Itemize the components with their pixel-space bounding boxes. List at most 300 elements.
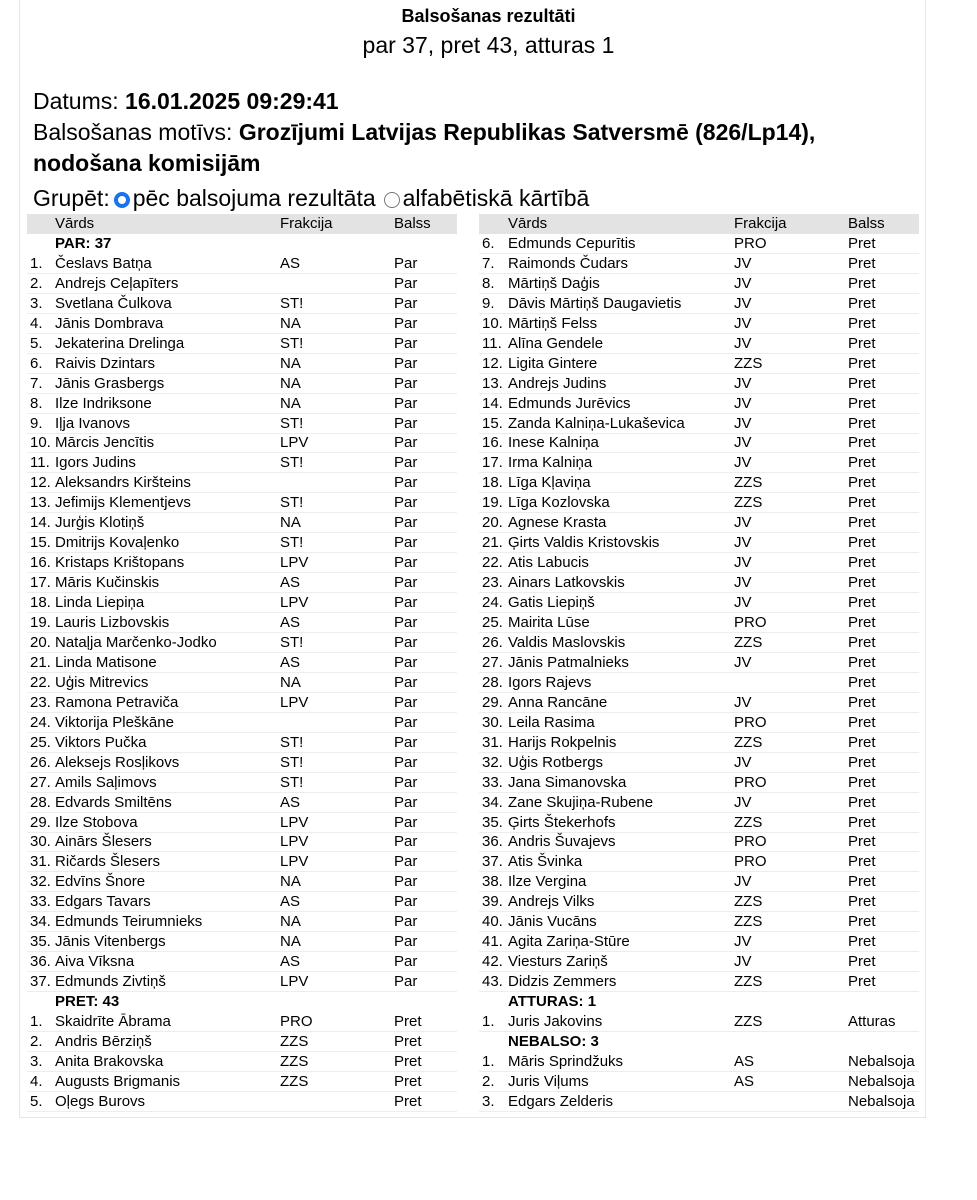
table-row bbox=[479, 553, 919, 573]
faction-cell: ST! bbox=[280, 633, 304, 651]
deputy-name: Harijs Rokpelnis bbox=[508, 733, 617, 751]
row-number: 10. bbox=[30, 434, 51, 452]
faction-cell: LPV bbox=[280, 813, 309, 831]
vote-cell: Par bbox=[394, 394, 418, 412]
vote-cell: Pret bbox=[848, 474, 876, 492]
vote-cell: Pret bbox=[848, 893, 876, 911]
vote-cell: Pret bbox=[394, 1052, 422, 1070]
table-row bbox=[27, 254, 457, 274]
row-number: 8. bbox=[482, 274, 495, 292]
table-row bbox=[479, 334, 919, 354]
vote-cell: Nebalsoja bbox=[848, 1092, 915, 1110]
faction-cell: AS bbox=[280, 614, 301, 631]
row-number: 36. bbox=[30, 953, 51, 971]
faction-cell: NA bbox=[280, 514, 301, 532]
table-row bbox=[479, 294, 919, 314]
table-row bbox=[479, 493, 919, 513]
vote-cell: Pret bbox=[848, 733, 876, 751]
vote-cell: Par bbox=[394, 733, 418, 751]
table-row bbox=[27, 1092, 457, 1112]
table-row bbox=[479, 733, 919, 753]
deputy-name: Edvīns Šnore bbox=[55, 873, 146, 891]
deputy-name: Ģirts Valdis Kristovskis bbox=[508, 534, 660, 552]
row-number: 42. bbox=[482, 953, 503, 971]
deputy-name: Igors Judins bbox=[55, 454, 136, 472]
radio-by-result[interactable] bbox=[114, 192, 130, 208]
table-row bbox=[479, 1092, 919, 1112]
vote-cell: Pret bbox=[848, 833, 876, 851]
row-number: 13. bbox=[482, 374, 503, 392]
faction-cell: ZZS bbox=[280, 1052, 309, 1070]
deputy-name: Viktorija Pleškāne bbox=[55, 713, 174, 731]
vote-cell: Pret bbox=[848, 434, 876, 452]
row-number: 39. bbox=[482, 893, 503, 911]
table-row bbox=[27, 892, 457, 912]
vote-cell: Par bbox=[394, 693, 418, 711]
deputy-name: Oļegs Burovs bbox=[55, 1092, 146, 1110]
vote-cell: Par bbox=[394, 594, 418, 612]
vote-cell: Par bbox=[394, 893, 418, 911]
vote-cell: Par bbox=[394, 713, 418, 731]
table-row bbox=[27, 1012, 457, 1032]
faction-cell: JV bbox=[734, 254, 752, 272]
vote-cell: Pret bbox=[848, 254, 876, 272]
vote-cell: Par bbox=[394, 514, 418, 532]
table-row bbox=[479, 573, 919, 593]
vote-cell: Pret bbox=[848, 953, 876, 971]
deputy-name: Jekaterina Drelinga bbox=[55, 334, 185, 352]
faction-cell: AS bbox=[280, 953, 301, 971]
vote-cell: Par bbox=[394, 953, 418, 971]
deputy-name: Česlavs Batņa bbox=[55, 254, 152, 272]
row-number: 36. bbox=[482, 833, 503, 851]
deputy-name: Jurģis Klotiņš bbox=[55, 514, 145, 532]
date-value: 16.01.2025 09:29:41 bbox=[125, 88, 339, 114]
table-row bbox=[479, 793, 919, 813]
deputy-name: Jānis Patmalnieks bbox=[508, 653, 629, 671]
table-row bbox=[479, 912, 919, 932]
table-row bbox=[27, 374, 457, 394]
row-number: 41. bbox=[482, 933, 503, 951]
deputy-name: Agita Zariņa-Stūre bbox=[508, 933, 630, 951]
table-row bbox=[27, 533, 457, 553]
row-number: 25. bbox=[30, 733, 51, 751]
vote-cell: Pret bbox=[848, 673, 876, 691]
vote-cell: Pret bbox=[848, 853, 876, 871]
row-number: 13. bbox=[30, 494, 51, 512]
vote-cell: Pret bbox=[848, 873, 876, 891]
deputy-name: Raimonds Čudars bbox=[508, 254, 629, 272]
row-number: 7. bbox=[30, 374, 43, 392]
date-line bbox=[33, 88, 339, 115]
faction-cell: AS bbox=[280, 653, 301, 671]
deputy-name: Edgars Zelderis bbox=[508, 1092, 614, 1110]
faction-cell: ST! bbox=[280, 454, 304, 472]
vote-cell: Pret bbox=[848, 753, 876, 771]
vote-cell: Pret bbox=[848, 334, 876, 352]
faction-cell: AS bbox=[280, 893, 301, 911]
row-number: 14. bbox=[30, 514, 51, 532]
group-label: PRET: 43 bbox=[55, 993, 120, 1011]
deputy-name: Jana Simanovska bbox=[508, 773, 627, 791]
faction-cell: NA bbox=[280, 673, 301, 691]
table-row bbox=[479, 653, 919, 673]
table-row bbox=[27, 553, 457, 573]
table-row bbox=[27, 334, 457, 354]
row-number: 20. bbox=[30, 633, 51, 651]
table-row bbox=[479, 374, 919, 394]
vote-cell: Par bbox=[394, 354, 418, 372]
vote-cell: Par bbox=[394, 933, 418, 951]
table-row bbox=[479, 394, 919, 414]
deputy-name: Edvards Smiltēns bbox=[55, 793, 172, 811]
deputy-name: Juris Jakovins bbox=[508, 1013, 603, 1030]
table-row bbox=[27, 733, 457, 753]
row-number: 1. bbox=[482, 1052, 495, 1070]
vote-cell: Par bbox=[394, 813, 418, 831]
deputy-name: Nataļja Marčenko-Jodko bbox=[55, 633, 217, 651]
vote-cell: Pret bbox=[848, 274, 876, 292]
row-number: 11. bbox=[30, 454, 50, 472]
deputy-name: Inese Kalniņa bbox=[508, 434, 599, 452]
row-number: 26. bbox=[30, 753, 51, 771]
deputy-name: Didzis Zemmers bbox=[508, 973, 617, 991]
vote-summary: par 37, pret 43, atturas 1 bbox=[362, 32, 615, 58]
faction-cell: PRO bbox=[734, 773, 767, 791]
table-row bbox=[27, 693, 457, 713]
row-number: 3. bbox=[30, 1052, 43, 1070]
row-number: 32. bbox=[30, 873, 51, 891]
row-number: 17. bbox=[30, 574, 51, 592]
vote-cell: Pret bbox=[848, 713, 876, 731]
vote-cell: Par bbox=[394, 833, 418, 851]
deputy-name: Aleksandrs Kiršteins bbox=[55, 474, 191, 492]
row-number: 1. bbox=[30, 254, 43, 272]
row-number: 33. bbox=[482, 773, 503, 791]
motive-label: Balsošanas motīvs: bbox=[33, 119, 233, 145]
deputy-name: Linda Liepiņa bbox=[55, 594, 145, 612]
faction-cell: LPV bbox=[280, 554, 309, 572]
table-row bbox=[27, 1032, 457, 1052]
row-number: 28. bbox=[482, 673, 503, 691]
row-number: 20. bbox=[482, 514, 503, 532]
deputy-name: Linda Matisone bbox=[55, 653, 157, 671]
faction-cell: PRO bbox=[734, 833, 767, 851]
row-number: 27. bbox=[30, 773, 51, 791]
row-number: 43. bbox=[482, 973, 503, 991]
deputy-name: Jānis Grasbergs bbox=[55, 374, 165, 392]
row-number: 5. bbox=[30, 334, 43, 352]
vote-cell: Par bbox=[394, 913, 418, 931]
deputy-name: Augusts Brigmanis bbox=[55, 1072, 181, 1090]
faction-cell: JV bbox=[734, 374, 752, 392]
group-header bbox=[27, 234, 457, 254]
deputy-name: Atis Švinka bbox=[508, 853, 583, 871]
faction-cell: JV bbox=[734, 753, 752, 771]
group-label: PAR: 37 bbox=[55, 234, 112, 252]
faction-cell: PRO bbox=[280, 1013, 313, 1030]
vote-cell: Pret bbox=[848, 354, 876, 372]
vote-cell: Pret bbox=[848, 454, 876, 472]
table-row bbox=[479, 852, 919, 872]
row-number: 3. bbox=[30, 294, 43, 312]
vote-cell: Par bbox=[394, 614, 418, 631]
deputy-name: Viktors Pučka bbox=[55, 733, 147, 751]
deputy-name: Edgars Tavars bbox=[55, 893, 151, 911]
faction-cell: PRO bbox=[734, 713, 767, 731]
row-number: 2. bbox=[482, 1072, 495, 1090]
deputy-name: Līga Kļaviņa bbox=[508, 474, 591, 492]
motive-value: Grozījumi Latvijas Republikas Satversmē (826/Lp14), bbox=[238, 119, 816, 145]
faction-cell: JV bbox=[734, 933, 752, 951]
vote-cell: Pret bbox=[848, 554, 876, 572]
faction-cell: JV bbox=[734, 514, 752, 532]
faction-cell: AS bbox=[734, 1052, 755, 1070]
vote-cell: Pret bbox=[848, 933, 876, 951]
faction-cell: NA bbox=[280, 873, 301, 891]
row-number: 7. bbox=[482, 254, 495, 272]
row-number: 28. bbox=[30, 793, 51, 811]
faction-cell: LPV bbox=[280, 853, 309, 871]
radio-alphabetical-label[interactable]: alfabētiskā kārtībā bbox=[402, 185, 590, 211]
header-name: Vārds bbox=[508, 215, 548, 232]
table-row bbox=[27, 952, 457, 972]
row-number: 37. bbox=[30, 973, 51, 991]
table-row bbox=[27, 713, 457, 733]
table-row bbox=[479, 254, 919, 274]
deputy-name: Agnese Krasta bbox=[508, 514, 607, 532]
deputy-name: Mairita Lūse bbox=[508, 614, 590, 631]
vote-cell: Par bbox=[394, 494, 418, 512]
deputy-name: Viesturs Zariņš bbox=[508, 953, 608, 971]
table-row bbox=[479, 354, 919, 374]
vote-cell: Pret bbox=[848, 534, 876, 552]
row-number: 19. bbox=[30, 614, 51, 631]
deputy-name: Alīna Gendele bbox=[508, 334, 604, 352]
table-row bbox=[479, 972, 919, 992]
faction-cell: JV bbox=[734, 693, 752, 711]
table-row bbox=[479, 932, 919, 952]
deputy-name: Ainars Latkovskis bbox=[508, 574, 625, 592]
group-selector bbox=[33, 185, 589, 212]
table-row bbox=[27, 1052, 457, 1072]
vote-cell: Par bbox=[394, 274, 418, 292]
group-header bbox=[479, 1032, 919, 1052]
table-row bbox=[27, 593, 457, 613]
faction-cell: JV bbox=[734, 594, 752, 612]
faction-cell: PRO bbox=[734, 614, 767, 631]
row-number: 24. bbox=[482, 594, 503, 612]
row-number: 14. bbox=[482, 394, 503, 412]
faction-cell: ST! bbox=[280, 534, 304, 552]
faction-cell: NA bbox=[280, 374, 301, 392]
vote-cell: Par bbox=[394, 294, 418, 312]
faction-cell: PRO bbox=[734, 234, 767, 252]
table-row bbox=[479, 713, 919, 733]
table-row bbox=[479, 773, 919, 793]
deputy-name: Līga Kozlovska bbox=[508, 494, 610, 512]
vote-cell: Pret bbox=[848, 813, 876, 831]
vote-cell: Par bbox=[394, 753, 418, 771]
table-row bbox=[27, 573, 457, 593]
row-number: 10. bbox=[482, 314, 503, 332]
deputy-name: Leila Rasima bbox=[508, 713, 595, 731]
row-number: 3. bbox=[482, 1092, 495, 1110]
deputy-name: Māris Sprindžuks bbox=[508, 1052, 624, 1070]
faction-cell: NA bbox=[280, 913, 301, 931]
faction-cell: ST! bbox=[280, 733, 304, 751]
row-number: 15. bbox=[482, 414, 503, 432]
table-row bbox=[27, 633, 457, 653]
vote-cell: Pret bbox=[848, 234, 876, 252]
faction-cell: JV bbox=[734, 454, 752, 472]
faction-cell: ZZS bbox=[734, 633, 763, 651]
faction-cell: ZZS bbox=[734, 494, 763, 512]
deputy-name: Anna Rancāne bbox=[508, 693, 608, 711]
motive-value-continued: nodošana komisijām bbox=[33, 150, 261, 176]
deputy-name: Lauris Lizbovskis bbox=[55, 614, 170, 631]
vote-cell: Par bbox=[394, 773, 418, 791]
table-row bbox=[479, 274, 919, 294]
motive-line-2 bbox=[33, 150, 261, 177]
deputy-name: Aleksejs Rosļikovs bbox=[55, 753, 180, 771]
faction-cell: ZZS bbox=[280, 1072, 309, 1090]
vote-cell: Par bbox=[394, 434, 418, 452]
faction-cell: NA bbox=[280, 933, 301, 951]
vote-cell: Par bbox=[394, 574, 418, 592]
table-row bbox=[27, 1072, 457, 1092]
vote-cell: Nebalsoja bbox=[848, 1072, 915, 1090]
vote-cell: Pret bbox=[848, 414, 876, 432]
faction-cell: JV bbox=[734, 953, 752, 971]
deputy-name: Zane Skujiņa-Rubene bbox=[508, 793, 654, 811]
table-row bbox=[479, 453, 919, 473]
row-number: 29. bbox=[30, 813, 51, 831]
vote-cell: Par bbox=[394, 454, 418, 472]
date-label: Datums: bbox=[33, 88, 119, 114]
deputy-name: Edmunds Cepurītis bbox=[508, 234, 636, 252]
deputy-name: Kristaps Krištopans bbox=[55, 554, 185, 572]
deputy-name: Ģirts Štekerhofs bbox=[508, 813, 616, 831]
faction-cell: ST! bbox=[280, 334, 304, 352]
deputy-name: Igors Rajevs bbox=[508, 673, 592, 691]
vote-cell: Par bbox=[394, 374, 418, 392]
vote-cell: Pret bbox=[394, 1072, 422, 1090]
faction-cell: ZZS bbox=[734, 733, 763, 751]
row-number: 11. bbox=[482, 334, 502, 352]
table-row bbox=[27, 813, 457, 833]
header-faction: Frakcija bbox=[734, 215, 787, 232]
deputy-name: Dmitrijs Kovaļenko bbox=[55, 534, 180, 552]
table-row bbox=[27, 872, 457, 892]
group-label: ATTURAS: 1 bbox=[508, 993, 597, 1011]
radio-by-result-label[interactable]: pēc balsojuma rezultāta bbox=[132, 185, 376, 211]
vote-cell: Par bbox=[394, 633, 418, 651]
faction-cell: LPV bbox=[280, 594, 309, 612]
table-row bbox=[479, 813, 919, 833]
row-number: 34. bbox=[482, 793, 503, 811]
motive-line bbox=[33, 119, 815, 146]
vote-cell: Par bbox=[394, 673, 418, 691]
table-row bbox=[479, 892, 919, 912]
row-number: 22. bbox=[30, 673, 51, 691]
deputy-name: Atis Labucis bbox=[508, 554, 589, 572]
table-row bbox=[479, 753, 919, 773]
table-row bbox=[27, 453, 457, 473]
vote-cell: Pret bbox=[848, 973, 876, 991]
header-vote: Balss bbox=[394, 215, 431, 232]
row-number: 34. bbox=[30, 913, 51, 931]
table-row bbox=[479, 473, 919, 493]
row-number: 4. bbox=[30, 1072, 43, 1090]
table-row bbox=[27, 613, 457, 633]
table-row bbox=[27, 493, 457, 513]
row-number: 9. bbox=[30, 414, 43, 432]
deputy-name: Ramona Petraviča bbox=[55, 693, 179, 711]
vote-cell: Pret bbox=[848, 913, 876, 931]
row-number: 22. bbox=[482, 554, 503, 572]
deputy-name: Andris Šuvajevs bbox=[508, 833, 616, 851]
vote-cell: Par bbox=[394, 534, 418, 552]
table-row bbox=[479, 433, 919, 453]
deputy-name: Jefimijs Klementjevs bbox=[55, 494, 191, 512]
row-number: 8. bbox=[30, 394, 43, 412]
table-row bbox=[27, 753, 457, 773]
row-number: 21. bbox=[30, 653, 51, 671]
deputy-name: Anita Brakovska bbox=[55, 1052, 164, 1070]
vote-cell: Pret bbox=[848, 394, 876, 412]
faction-cell: NA bbox=[280, 314, 301, 332]
group-header bbox=[479, 992, 919, 1012]
faction-cell: JV bbox=[734, 434, 752, 452]
radio-alphabetical[interactable] bbox=[384, 192, 400, 208]
faction-cell: ST! bbox=[280, 414, 304, 432]
group-label: Grupēt: bbox=[33, 185, 110, 211]
vote-cell: Pret bbox=[848, 693, 876, 711]
row-number: 21. bbox=[482, 534, 503, 552]
deputy-name: Ainārs Šlesers bbox=[55, 833, 152, 851]
vote-cell: Pret bbox=[848, 514, 876, 532]
page-title: Balsošanas rezultāti bbox=[401, 6, 576, 26]
table-row bbox=[27, 433, 457, 453]
row-number: 35. bbox=[482, 813, 503, 831]
row-number: 18. bbox=[30, 594, 51, 612]
deputy-name: Irma Kalniņa bbox=[508, 454, 593, 472]
vote-cell: Par bbox=[394, 853, 418, 871]
deputy-name: Andrejs Ceļapīters bbox=[55, 274, 179, 292]
vote-cell: Par bbox=[394, 314, 418, 332]
header-faction: Frakcija bbox=[280, 215, 333, 232]
vote-cell: Pret bbox=[848, 633, 876, 651]
faction-cell: ZZS bbox=[734, 893, 763, 911]
deputy-name: Jānis Dombrava bbox=[55, 314, 164, 332]
deputy-name: Māris Kučinskis bbox=[55, 574, 160, 592]
table-row bbox=[27, 773, 457, 793]
table-row bbox=[479, 593, 919, 613]
row-number: 33. bbox=[30, 893, 51, 911]
deputy-name: Jānis Vitenbergs bbox=[55, 933, 166, 951]
table-row bbox=[479, 633, 919, 653]
table-row bbox=[479, 673, 919, 693]
row-number: 16. bbox=[30, 554, 51, 572]
table-row bbox=[27, 673, 457, 693]
table-row bbox=[27, 932, 457, 952]
table-row bbox=[27, 354, 457, 374]
row-number: 2. bbox=[30, 1032, 43, 1050]
row-number: 1. bbox=[482, 1013, 495, 1030]
row-number: 9. bbox=[482, 294, 495, 312]
vote-cell: Par bbox=[394, 254, 418, 272]
